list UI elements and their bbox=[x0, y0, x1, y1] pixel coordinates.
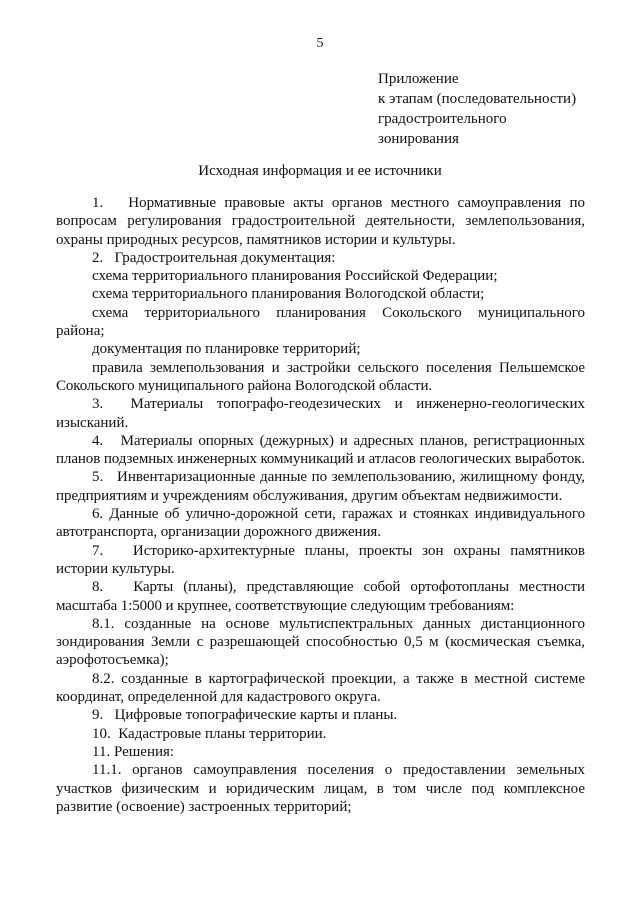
document-body bbox=[56, 194, 585, 816]
paragraph-7: 7. Историко-архитектурные планы, проекты зон охраны памятников истории культуры. bbox=[56, 542, 585, 577]
paragraph-11: 11. Решения: bbox=[92, 743, 175, 760]
appendix-line: Приложение bbox=[378, 71, 459, 87]
paragraph-2-item: схема территориального планирования Российской Федерации; bbox=[92, 268, 498, 285]
appendix-line: зонирования bbox=[378, 131, 459, 147]
appendix-line: к этапам (последовательности) bbox=[378, 91, 577, 107]
paragraph-2-item: схема территориального планирования Вологодской области; bbox=[92, 286, 485, 303]
paragraph-2-item: документация по планировке территорий; bbox=[92, 341, 361, 358]
paragraph-3: 3. Материалы топографо-геодезических и инженерно-геологических изысканий. bbox=[56, 396, 585, 431]
paragraph-8-2: 8.2. созданные в картографической проекции, а также в местной системе координат, определенной для кадастрового округа. bbox=[56, 670, 585, 706]
paragraph-1: 1. Нормативные правовые акты органов местного самоуправления по вопросам регулирования градостроительной деятельности, землепользования, охраны природных ресурсов, памятников истории и культуры. bbox=[56, 195, 585, 248]
appendix-line: градостроительного bbox=[378, 111, 507, 127]
page-number: 5 bbox=[316, 36, 324, 51]
paragraph-11-1: 11.1. органов самоуправления поселения о предоставлении земельных участков физическим и юридическим лицам, в том числе под комплексное развитие (освоение) застроенных территорий; bbox=[56, 762, 585, 815]
paragraph-2: 2. Градостроительная документация: bbox=[92, 249, 336, 266]
paragraph-2-item: правила землепользования и застройки сельского поселения Пельшемское Сокольского муниципального района Вологодской области. bbox=[56, 359, 585, 394]
paragraph-6: 6. Данные об улично-дорожной сети, гаражах и стоянках индивидуального автотранспорта, организации дорожного движения. bbox=[56, 506, 585, 541]
paragraph-8-1: 8.1. созданные на основе мультиспектральных данных дистанционного зондирования Земли с разрешающей способностью 0,5 м (космическая съемка, аэрофотосъемка); bbox=[56, 615, 585, 669]
paragraph-10: 10. Кадастровые планы территории. bbox=[92, 725, 327, 742]
paragraph-4: 4. Материалы опорных (дежурных) и адресных планов, регистрационных планов подземных инженерных коммуникаций и атласов геологических выработок. bbox=[56, 432, 586, 468]
paragraph-5: 5. Инвентаризационные данные по землепользованию, жилищному фонду, предприятиям и учреждениям обслуживания, другим объектам недвижимости. bbox=[56, 469, 585, 504]
document-title: Исходная информация и ее источники bbox=[198, 163, 442, 179]
paragraph-2-item: схема территориального планирования Сокольского муниципального района; bbox=[56, 304, 585, 340]
paragraph-8: 8. Карты (планы), представляющие собой ортофотопланы местности масштаба 1:5000 и крупнее, соответствующие следующим требованиям: bbox=[56, 579, 585, 614]
paragraph-9: 9. Цифровые топографические карты и планы. bbox=[92, 707, 398, 724]
appendix-header bbox=[378, 69, 618, 149]
